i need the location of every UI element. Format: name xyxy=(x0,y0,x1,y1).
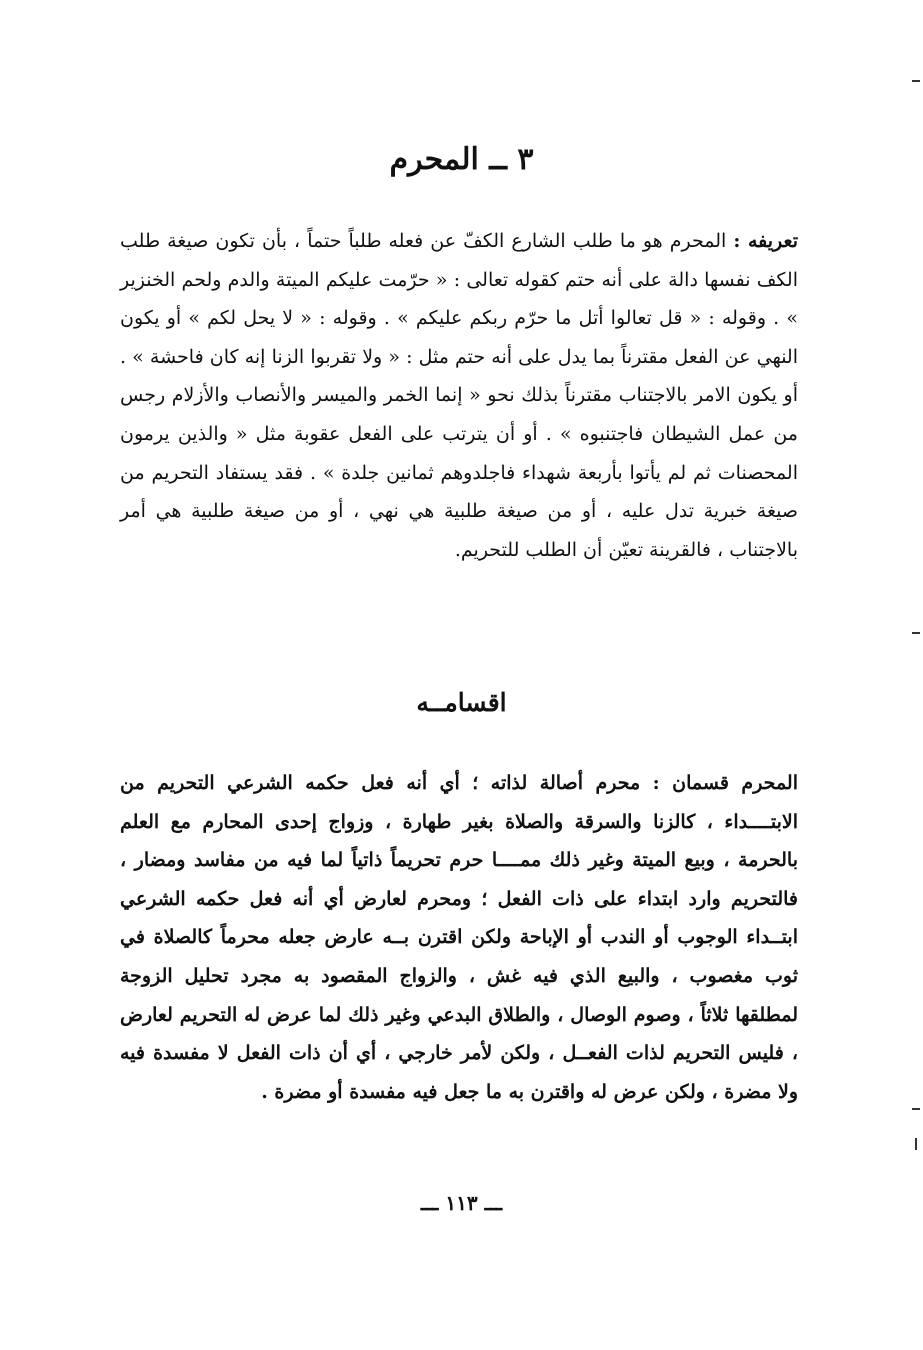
page-number: ـــ ١١٣ ـــ xyxy=(420,1191,503,1215)
margin-tick-mark xyxy=(912,80,920,82)
divisions-paragraph: المحرم قسمان : محرم أصالة لذاته ؛ أي أنه فعل حكمه الشرعي التحريم من الابتــــداء ، كالزنا والسرقة والصلاة بغير طهارة ، وزواج إحدى المحارم مع العلم بالحرمة ، وبيع الميتة وغير ذلك ممــــا حرم تحريماً ذاتياً لما فيه من مفاسد ومضار ، فالتحريم وارد ابتداء على ذات الفعل ؛ ومحرم لعارض أي أنه فعل حكمه الشرعي ابتــداء الوجوب أو الندب أو الإباحة ولكن اقترن بــه عارض جعله محرماً كالصلاة في ثوب مغصوب ، والبيع الذي فيه غش ، والزواج المقصود به مجرد تحليل الزوجة لمطلقها ثلاثاً ، وصوم الوصال ، والطلاق البدعي وغير ذلك لما عرض له التحريم لعارض ، فليس التحريم لذات الفعــل ، ولكن لأمر خارجي ، أي أن ذات الفعل لا مفسدة فيه ولا مضرة ، ولكن عرض له واقترن به ما جعل فيه مفسدة أو مضرة . xyxy=(120,772,798,1103)
definition-paragraph xyxy=(120,222,798,569)
section-heading: اقسامــه xyxy=(416,688,507,717)
margin-tick-mark xyxy=(915,1138,917,1150)
definition-text: المحرم هو ما طلب الشارع الكفّ عن فعله طلباً حتماً ، بأن تكون صيغة طلب الكف نفسها دالة على أنه حتم كقوله تعالى : « حرّمت عليكم الميتة والدم ولحم الخنزير » . وقوله : « قل تعالوا أتل ما حرّم ربكم عليكم » . وقوله : « لا يحل لكم » أو يكون النهي عن الفعل مقترناً بما يدل على أنه حتم مثل : « ولا تقربوا الزنا إنه كان فاحشة » . أو يكون الامر بالاجتناب مقترناً بذلك نحو « إنما الخمر والميسر والأنصاب والأزلام رجس من عمل الشيطان فاجتنبوه » . أو أن يترتب على الفعل عقوبة مثل « والذين يرمون المحصنات ثم لم يأتوا بأربعة شهداء فاجلدوهم ثمانين جلدة » . فقد يستفاد التحريم من صيغة خبرية تدل عليه ، أو من صيغة طلبية هي نهي ، أو من صيغة طلبية هي أمر بالاجتناب ، فالقرينة تعيّن أن الطلب للتحريم. xyxy=(120,230,798,561)
chapter-title: ٣ ــ المحرم xyxy=(389,142,534,177)
margin-tick-mark xyxy=(912,632,920,634)
definition-label: تعريفه : xyxy=(733,230,798,252)
margin-tick-mark xyxy=(912,1108,920,1110)
